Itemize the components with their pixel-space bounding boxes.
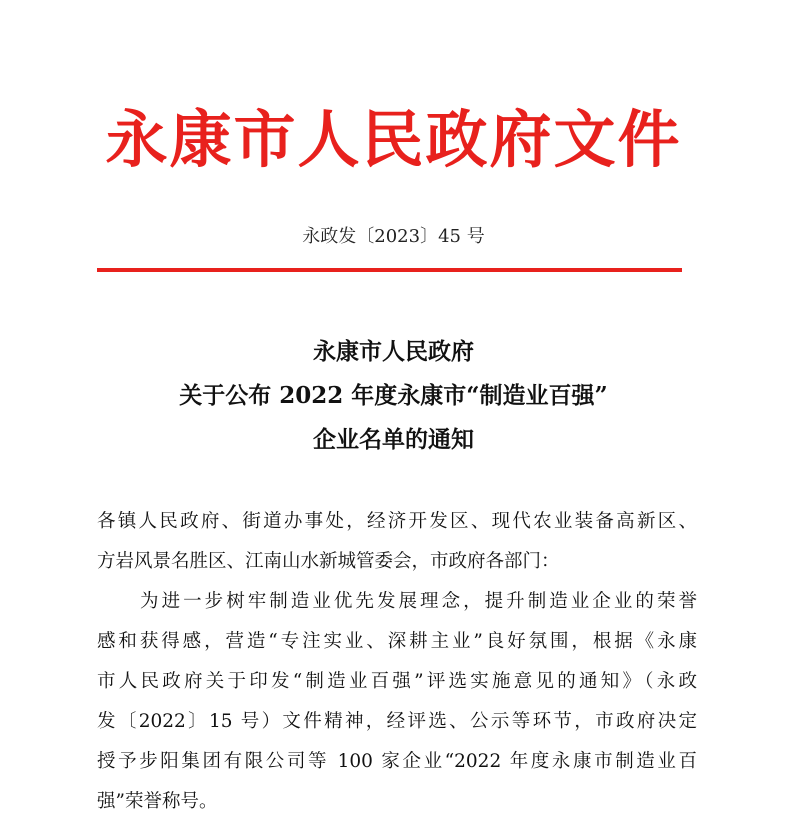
paragraph-line-1 xyxy=(97,582,697,622)
paragraph-line-5: 授予步阳集团有限公司等 100 家企业“2022 年度永康市制造业百 xyxy=(97,751,697,772)
notice-title-line-2: 关于公布 2022 年度永康市“制造业百强” xyxy=(179,382,608,409)
issuing-authority-header: 永康市人民政府文件 xyxy=(105,103,682,176)
paragraph-line-1-text: 为进一步树牢制造业优先发展理念，提升制造业企业的荣誉 xyxy=(137,591,697,612)
addressee-line-2: 方岩风景名胜区、江南山水新城管委会，市政府各部门： xyxy=(97,551,560,572)
paragraph-line-2: 感和获得感，营造“专注实业、深耕主业”良好氛围，根据《永康 xyxy=(97,631,697,652)
notice-title-line-3: 企业名单的通知 xyxy=(313,426,474,453)
document-number: 永政发〔2023〕45 号 xyxy=(302,226,485,247)
paragraph-line-6: 强”荣誉称号。 xyxy=(97,791,218,812)
addressee-line-1: 各镇人民政府、街道办事处，经济开发区、现代农业装备高新区、 xyxy=(97,511,697,532)
red-separator-line xyxy=(97,268,682,272)
paragraph-line-3: 市人民政府关于印发“制造业百强”评选实施意见的通知》（永政 xyxy=(97,671,697,692)
paragraph-line-4: 发〔2022〕15 号）文件精神，经评选、公示等环节，市政府决定 xyxy=(97,711,697,732)
notice-title xyxy=(0,330,787,462)
notice-body xyxy=(97,502,697,822)
notice-title-line-1: 永康市人民政府 xyxy=(313,338,474,365)
